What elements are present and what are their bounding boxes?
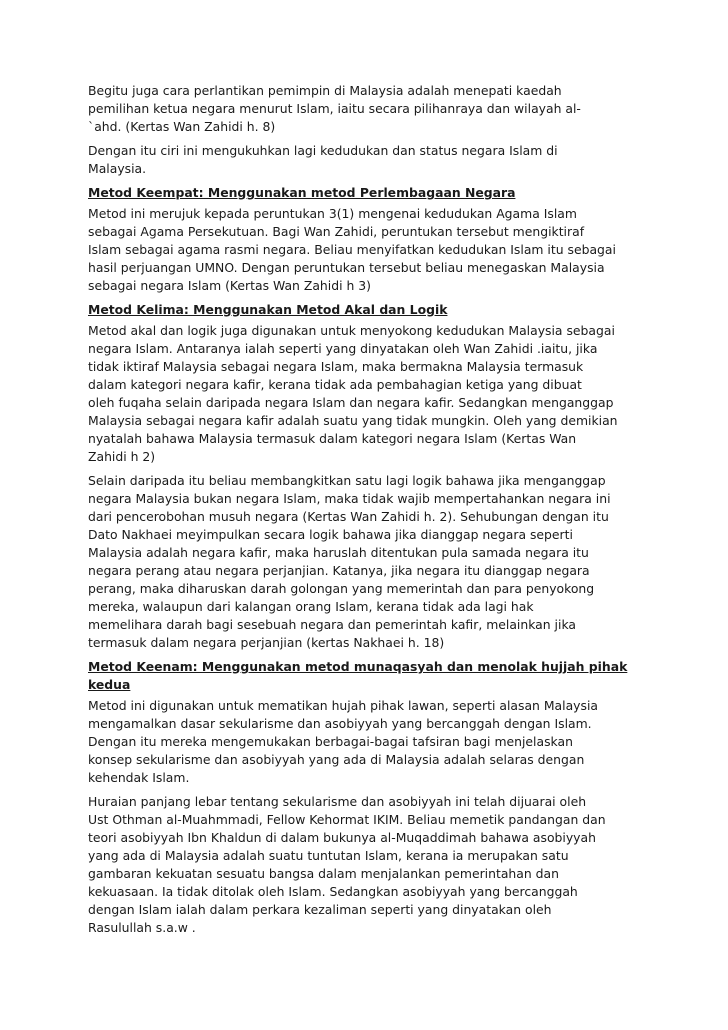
text-line: sebagai Agama Persekutuan. Bagi Wan Zahidi, peruntukan tersebut mengiktiraf — [88, 224, 585, 239]
text-line: Selain daripada itu beliau membangkitkan satu lagi logik bahawa jika menganggap — [88, 473, 606, 488]
text-line: memelihara darah bagi sesebuah negara dan pemerintah kafir, melainkan jika — [88, 617, 576, 632]
document-page — [88, 82, 648, 943]
text-line: Metod akal dan logik juga digunakan untuk menyokong kedudukan Malaysia sebagai — [88, 323, 615, 338]
text-line: hasil perjuangan UMNO. Dengan peruntukan tersebut beliau menegaskan Malaysia — [88, 260, 605, 275]
text-line: Malaysia sebagai negara kafir adalah suatu yang tidak mungkin. Oleh yang demikian — [88, 413, 618, 428]
text-line: Islam sebagai agama rasmi negara. Beliau menyifatkan kedudukan Islam itu sebagai — [88, 242, 616, 257]
text-line: kedua — [88, 677, 131, 692]
text-line: sebagai negara Islam (Kertas Wan Zahidi h 3) — [88, 278, 371, 293]
text-line: kekuasaan. Ia tidak ditolak oleh Islam. Sedangkan asobiyyah yang bercanggah — [88, 884, 578, 899]
text-line: yang ada di Malaysia adalah suatu tuntutan Islam, kerana ia merupakan satu — [88, 848, 569, 863]
text-line: konsep sekularisme dan asobiyyah yang ada di Malaysia adalah selaras dengan — [88, 752, 585, 767]
text-line: termasuk dalam negara perjanjian (kertas Nakhaei h. 18) — [88, 635, 445, 650]
paragraph — [88, 697, 648, 787]
section-heading — [88, 658, 648, 694]
text-line: Metod Kelima: Menggunakan Metod Akal dan Logik — [88, 302, 448, 317]
text-line: dalam kategori negara kafir, kerana tidak ada pembahagian ketiga yang dibuat — [88, 377, 582, 392]
text-line: teori asobiyyah Ibn Khaldun di dalam bukunya al-Muqaddimah bahawa asobiyyah — [88, 830, 596, 845]
text-line: kehendak Islam. — [88, 770, 190, 785]
paragraph — [88, 82, 648, 136]
text-line: nyatalah bahawa Malaysia termasuk dalam kategori negara Islam (Kertas Wan — [88, 431, 577, 446]
text-line: mengamalkan dasar sekularisme dan asobiyyah yang bercanggah dengan Islam. — [88, 716, 592, 731]
text-line: gambaran kekuatan sesuatu bangsa dalam menjalankan pemerintahan dan — [88, 866, 559, 881]
text-line: Metod Keenam: Menggunakan metod munaqasyah dan menolak hujjah pihak — [88, 659, 628, 674]
text-line: Dato Nakhaei meyimpulkan secara logik bahawa jika dianggap negara seperti — [88, 527, 573, 542]
text-line: `ahd. (Kertas Wan Zahidi h. 8) — [88, 119, 276, 134]
text-line: Rasulullah s.a.w . — [88, 920, 196, 935]
text-line: dengan Islam ialah dalam perkara kezaliman seperti yang dinyatakan oleh — [88, 902, 552, 917]
section-heading — [88, 301, 648, 319]
text-line: Malaysia. — [88, 161, 147, 176]
paragraph — [88, 205, 648, 295]
text-line: Begitu juga cara perlantikan pemimpin di Malaysia adalah menepati kaedah — [88, 83, 562, 98]
text-line: Metod Keempat: Menggunakan metod Perlembagaan Negara — [88, 185, 516, 200]
text-line: Ust Othman al-Muahmmadi, Fellow Kehormat IKIM. Beliau memetik pandangan dan — [88, 812, 606, 827]
text-line: perang, maka diharuskan darah golongan yang memerintah dan para penyokong — [88, 581, 595, 596]
text-line: Metod ini digunakan untuk mematikan hujah pihak lawan, seperti alasan Malaysia — [88, 698, 598, 713]
text-line: tidak iktiraf Malaysia sebagai negara Islam, maka bermakna Malaysia termasuk — [88, 359, 584, 374]
text-line: negara Islam. Antaranya ialah seperti yang dinyatakan oleh Wan Zahidi .iaitu, jika — [88, 341, 598, 356]
paragraph — [88, 793, 648, 937]
paragraph — [88, 142, 648, 178]
text-line: dari pencerobohan musuh negara (Kertas Wan Zahidi h. 2). Sehubungan dengan itu — [88, 509, 609, 524]
text-line: Malaysia adalah negara kafir, maka haruslah ditentukan pula samada negara itu — [88, 545, 589, 560]
text-line: Dengan itu ciri ini mengukuhkan lagi kedudukan dan status negara Islam di — [88, 143, 558, 158]
text-line: oleh fuqaha selain daripada negara Islam dan negara kafir. Sedangkan menganggap — [88, 395, 614, 410]
text-line: Dengan itu mereka mengemukakan berbagai-bagai tafsiran bagi menjelaskan — [88, 734, 573, 749]
text-line: negara perang atau negara perjanjian. Katanya, jika negara itu dianggap negara — [88, 563, 590, 578]
paragraph — [88, 472, 648, 652]
text-line: negara Malaysia bukan negara Islam, maka tidak wajib mempertahankan negara ini — [88, 491, 611, 506]
section-heading — [88, 184, 648, 202]
text-line: Metod ini merujuk kepada peruntukan 3(1) mengenai kedudukan Agama Islam — [88, 206, 577, 221]
text-line: mereka, walaupun dari kalangan orang Islam, kerana tidak ada lagi hak — [88, 599, 534, 614]
text-line: Huraian panjang lebar tentang sekularisme dan asobiyyah ini telah dijuarai oleh — [88, 794, 587, 809]
text-line: pemilihan ketua negara menurut Islam, iaitu secara pilihanraya dan wilayah al- — [88, 101, 581, 116]
paragraph — [88, 322, 648, 466]
text-line: Zahidi h 2) — [88, 449, 156, 464]
